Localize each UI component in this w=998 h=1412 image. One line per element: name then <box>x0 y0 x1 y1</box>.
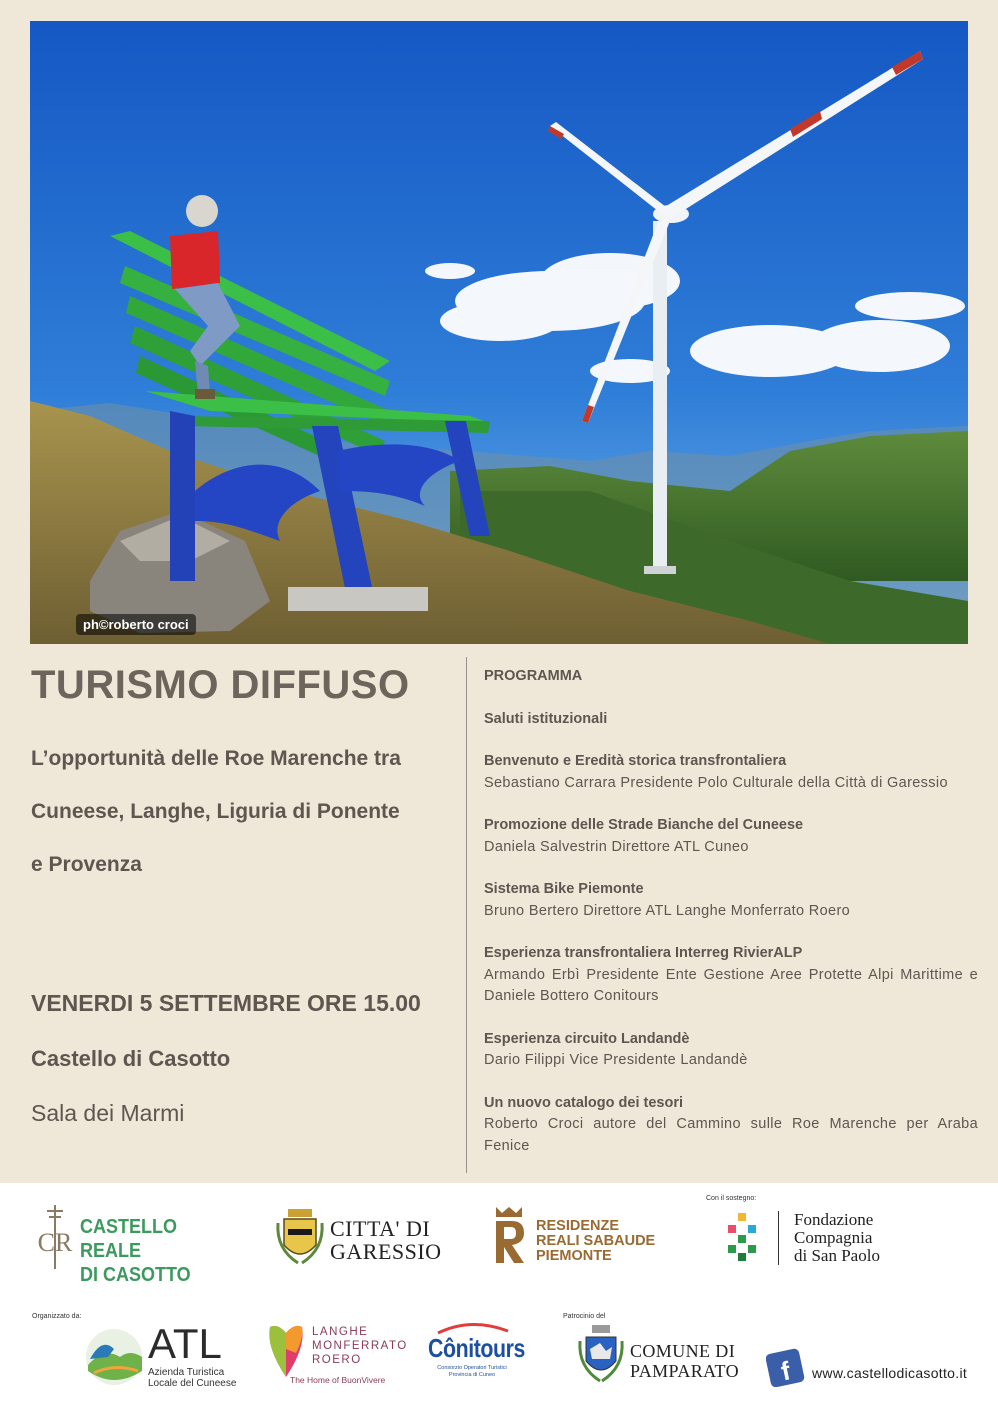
garessio-name-line: GARESSIO <box>330 1239 442 1264</box>
programme <box>484 666 978 1157</box>
atl-subline: Locale del Cuneese <box>148 1378 237 1389</box>
programme-item <box>484 815 978 858</box>
programme-item-desc: Armando Erbì Presidente Ente Gestione Aree Protette Alpi Marittime e Daniele Bottero Conitours <box>484 966 978 1004</box>
conitours-subline: Consorzio Operatori Turistici <box>437 1365 507 1371</box>
fondazione-name-line: Fondazione <box>794 1210 874 1229</box>
conitours-logo <box>428 1321 525 1387</box>
programme-item <box>484 1093 978 1158</box>
langhe-line: MONFERRATO <box>312 1340 408 1352</box>
langhe-line: ROERO <box>312 1354 362 1366</box>
website-link[interactable]: www.castellodicasotto.it <box>812 1365 968 1381</box>
castello-logo <box>32 1203 242 1286</box>
programme-item-title: Un nuovo catalogo dei tesori <box>484 1094 683 1111</box>
programme-item <box>484 943 978 1008</box>
programme-item-title: Esperienza transfrontaliera Interreg RivierALP <box>484 945 803 961</box>
programme-item <box>484 879 978 922</box>
garessio-crest-icon <box>274 1205 326 1267</box>
programme-item-title: Esperienza circuito Landandè <box>484 1030 690 1047</box>
atl-logo <box>84 1320 244 1389</box>
event-intro <box>31 660 451 891</box>
event-date: VENERDI 5 SETTEMBRE ORE 15.00 <box>31 990 421 1016</box>
langhe-logo <box>266 1323 416 1389</box>
programme-item-desc: Sebastiano Carrara Presidente Polo Culturale della Città di Garessio <box>484 774 948 791</box>
sostegno-label: Con il sostegno: <box>706 1195 757 1202</box>
landscape-illustration <box>30 21 968 644</box>
programme-item-desc: Roberto Croci autore del Cammino sulle Roe Marenche per Araba Fenice <box>484 1116 978 1154</box>
residenze-crown-r-icon <box>492 1205 526 1267</box>
programme-item <box>484 751 978 794</box>
castello-monogram-text: CR <box>37 1228 73 1257</box>
subtitle-line: Cuneese, Langhe, Liguria di Ponente <box>31 800 400 823</box>
column-divider <box>466 657 467 1173</box>
fondazione-logo <box>706 1195 906 1275</box>
programme-item-title: Promozione delle Strade Bianche del Cuneese <box>484 817 804 833</box>
event-subtitle <box>31 732 451 891</box>
atl-name: ATL <box>148 1320 222 1367</box>
programme-item-desc: Dario Filippi Vice Presidente Landandè <box>484 1052 748 1068</box>
garessio-logo <box>274 1205 454 1271</box>
atl-subline: Azienda Turistica <box>148 1367 225 1378</box>
castello-monogram-icon <box>32 1203 78 1271</box>
residenze-name-line: REALI SABAUDE <box>536 1233 656 1249</box>
fondazione-name-line: di San Paolo <box>794 1246 880 1265</box>
sponsor-footer <box>0 1183 998 1412</box>
langhe-line: LANGHE <box>312 1326 369 1338</box>
photo-credit: ph©roberto croci <box>76 614 196 635</box>
hero-photo <box>30 21 968 644</box>
programme-intro: Saluti istituzionali <box>484 710 608 727</box>
castello-name-line: DI CASOTTO <box>80 1264 191 1286</box>
conitours-name: Cônitours <box>428 1333 525 1363</box>
event-venue: Castello di Casotto <box>31 1046 231 1071</box>
programme-item-desc: Daniela Salvestrin Direttore ATL Cuneo <box>484 838 749 855</box>
patrocinio-label: Patrocinio del <box>563 1313 606 1320</box>
event-room: Sala dei Marmi <box>31 1100 185 1126</box>
castello-name-line: CASTELLO REALE <box>80 1216 178 1262</box>
event-title: TURISMO DIFFUSO <box>31 663 410 707</box>
pamparato-name-line: PAMPARATO <box>630 1361 739 1381</box>
langhe-tagline: The Home of BuonVivere <box>290 1375 386 1385</box>
pamparato-crest-icon <box>576 1323 626 1385</box>
pamparato-logo <box>576 1323 756 1389</box>
subtitle-line: e Provenza <box>31 853 142 876</box>
conitours-subline: Provincia di Cuneo <box>448 1372 496 1378</box>
fondazione-name-line: Compagnia <box>794 1228 873 1247</box>
atl-hills-icon <box>84 1327 144 1387</box>
garessio-name-line: CITTA' DI <box>330 1216 431 1241</box>
pamparato-name-line: COMUNE DI <box>630 1341 736 1361</box>
residenze-name-line: PIEMONTE <box>536 1248 612 1264</box>
langhe-heart-icon <box>266 1323 306 1379</box>
fondazione-squares-icon <box>724 1211 764 1263</box>
residenze-name-line: RESIDENZE <box>536 1218 619 1234</box>
programme-item-title: Benvenuto e Eredità storica transfrontaliera <box>484 753 787 769</box>
svg-text:f: f <box>778 1355 793 1387</box>
programme-item-title: Sistema Bike Piemonte <box>484 881 644 897</box>
organizzato-label: Organizzato da: <box>32 1313 82 1320</box>
facebook-icon[interactable] <box>766 1347 806 1387</box>
subtitle-line: L’opportunità delle Roe Marenche tra <box>31 747 401 770</box>
residenze-logo <box>492 1205 672 1271</box>
programme-heading: PROGRAMMA <box>484 668 583 684</box>
programme-item <box>484 1029 978 1072</box>
programme-item-desc: Bruno Bertero Direttore ATL Langhe Monferrato Roero <box>484 902 851 919</box>
